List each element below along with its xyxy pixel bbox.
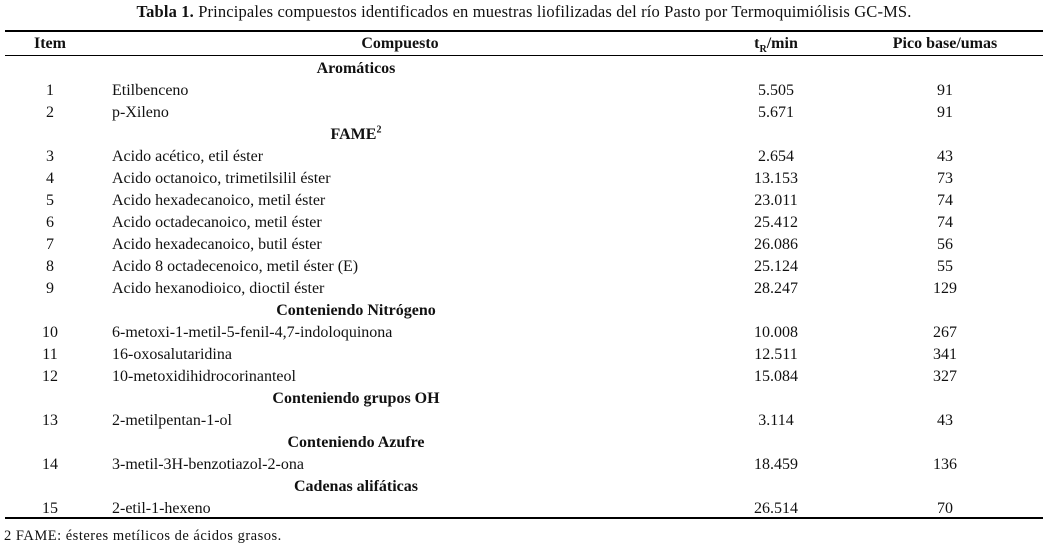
table-row <box>0 102 1048 124</box>
table-row <box>0 168 1048 190</box>
bottom-rule <box>5 517 1043 519</box>
caption-label: Tabla 1. <box>136 2 194 21</box>
item-cell: 8 <box>46 258 54 275</box>
table-row <box>0 454 1048 476</box>
header-retention-time: $t_R/\min$ <box>754 35 798 56</box>
item-cell: 15 <box>42 500 58 517</box>
header-item: Item <box>34 35 66 52</box>
retention-time-cell: 3.114 <box>758 412 794 429</box>
base-peak-cell: 91 <box>937 82 953 99</box>
retention-time-cell: 5.671 <box>758 104 794 121</box>
base-peak-cell: 327 <box>933 368 957 385</box>
retention-time-cell: 25.412 <box>754 214 798 231</box>
item-cell: 3 <box>46 148 54 165</box>
section-heading: Aromáticos <box>316 60 396 77</box>
caption-text: Principales compuestos identificados en muestras liofilizadas del río Pasto por Termoquimiólisis GC-MS. <box>198 2 912 21</box>
retention-time-cell: 12.511 <box>754 346 798 363</box>
compound-cell: 10-metoxidihidrocorinanteol <box>112 368 296 385</box>
compound-cell: p-Xileno <box>112 104 169 121</box>
item-cell: 14 <box>42 456 58 473</box>
section-heading: Conteniendo Azufre <box>287 434 425 451</box>
base-peak-cell: 74 <box>937 214 953 231</box>
item-cell: 13 <box>42 412 58 429</box>
table-row <box>0 366 1048 388</box>
compound-cell: Acido acético, etil éster <box>112 148 264 165</box>
table-row <box>0 322 1048 344</box>
item-cell: 7 <box>46 236 54 253</box>
section-footnote-marker: 2 <box>376 124 382 136</box>
section-heading: FAME$^2$ <box>330 124 382 143</box>
section-heading: Conteniendo Nitrógeno <box>276 302 436 319</box>
table-row <box>0 80 1048 102</box>
compound-cell: 2-etil-1-hexeno <box>112 500 211 517</box>
base-peak-cell: 341 <box>933 346 957 363</box>
base-peak-cell: 43 <box>937 412 953 429</box>
item-cell: 5 <box>46 192 54 209</box>
retention-time-cell: 18.459 <box>754 456 798 473</box>
retention-time-cell: 2.654 <box>758 148 794 165</box>
compound-cell: Acido hexadecanoico, metil éster <box>112 192 326 209</box>
table-caption <box>0 2 1048 22</box>
retention-time-cell: 13.153 <box>754 170 798 187</box>
compound-cell: Acido hexadecanoico, butil éster <box>112 236 322 253</box>
header-compuesto: Compuesto <box>361 35 439 52</box>
base-peak-cell: 56 <box>937 236 953 253</box>
item-cell: 1 <box>46 82 54 99</box>
table-row <box>0 212 1048 234</box>
compound-cell: 2-metilpentan-1-ol <box>112 412 232 429</box>
base-peak-cell: 55 <box>937 258 953 275</box>
table-row <box>0 278 1048 300</box>
table-header-row <box>0 33 1048 55</box>
base-peak-cell: 43 <box>937 148 953 165</box>
top-rule <box>5 30 1043 32</box>
retention-time-cell: 23.011 <box>754 192 798 209</box>
compound-cell: 6-metoxi-1-metil-5-fenil-4,7-indoloquinona <box>112 324 393 341</box>
base-peak-cell: 74 <box>937 192 953 209</box>
retention-time-cell: 26.514 <box>754 500 798 517</box>
table-footnote: 2 FAME: ésteres metílicos de ácidos grasos. <box>4 528 282 544</box>
item-cell: 10 <box>42 324 58 341</box>
compound-cell: Acido hexanodioico, dioctil éster <box>112 280 325 297</box>
base-peak-cell: 73 <box>937 170 953 187</box>
header-rule <box>5 55 1043 56</box>
item-cell: 2 <box>46 104 54 121</box>
compound-cell: Etilbenceno <box>112 82 189 99</box>
retention-time-cell: 10.008 <box>754 324 798 341</box>
table-row <box>0 234 1048 256</box>
item-cell: 11 <box>42 346 58 363</box>
item-cell: 12 <box>42 368 58 385</box>
item-cell: 6 <box>46 214 54 231</box>
compound-cell: Acido octanoico, trimetilsilil éster <box>112 170 331 187</box>
header-pico-base: Pico base/umas <box>892 35 998 52</box>
compound-cell: Acido octadecanoico, metil éster <box>112 214 322 231</box>
retention-time-cell: 28.247 <box>754 280 798 297</box>
compound-cell: 3-metil-3H-benzotiazol-2-ona <box>112 456 304 473</box>
item-cell: 9 <box>46 280 54 297</box>
table-row <box>0 410 1048 432</box>
table-row <box>0 344 1048 366</box>
base-peak-cell: 91 <box>937 104 953 121</box>
table-row <box>0 256 1048 278</box>
base-peak-cell: 70 <box>937 500 953 517</box>
base-peak-cell: 129 <box>933 280 957 297</box>
item-cell: 4 <box>46 170 54 187</box>
retention-time-cell: 25.124 <box>754 258 798 275</box>
base-peak-cell: 136 <box>933 456 957 473</box>
base-peak-cell: 267 <box>933 324 957 341</box>
compound-cell: 16-oxosalutaridina <box>112 346 232 363</box>
section-heading: Cadenas alifáticas <box>294 478 418 495</box>
retention-time-cell: 5.505 <box>758 82 794 99</box>
retention-time-cell: 15.084 <box>754 368 798 385</box>
retention-time-cell: 26.086 <box>754 236 798 253</box>
compound-cell: Acido 8 octadecenoico, metil éster (E) <box>112 258 359 275</box>
table-row <box>0 146 1048 168</box>
section-heading: Conteniendo grupos OH <box>272 390 440 407</box>
table-row <box>0 190 1048 212</box>
